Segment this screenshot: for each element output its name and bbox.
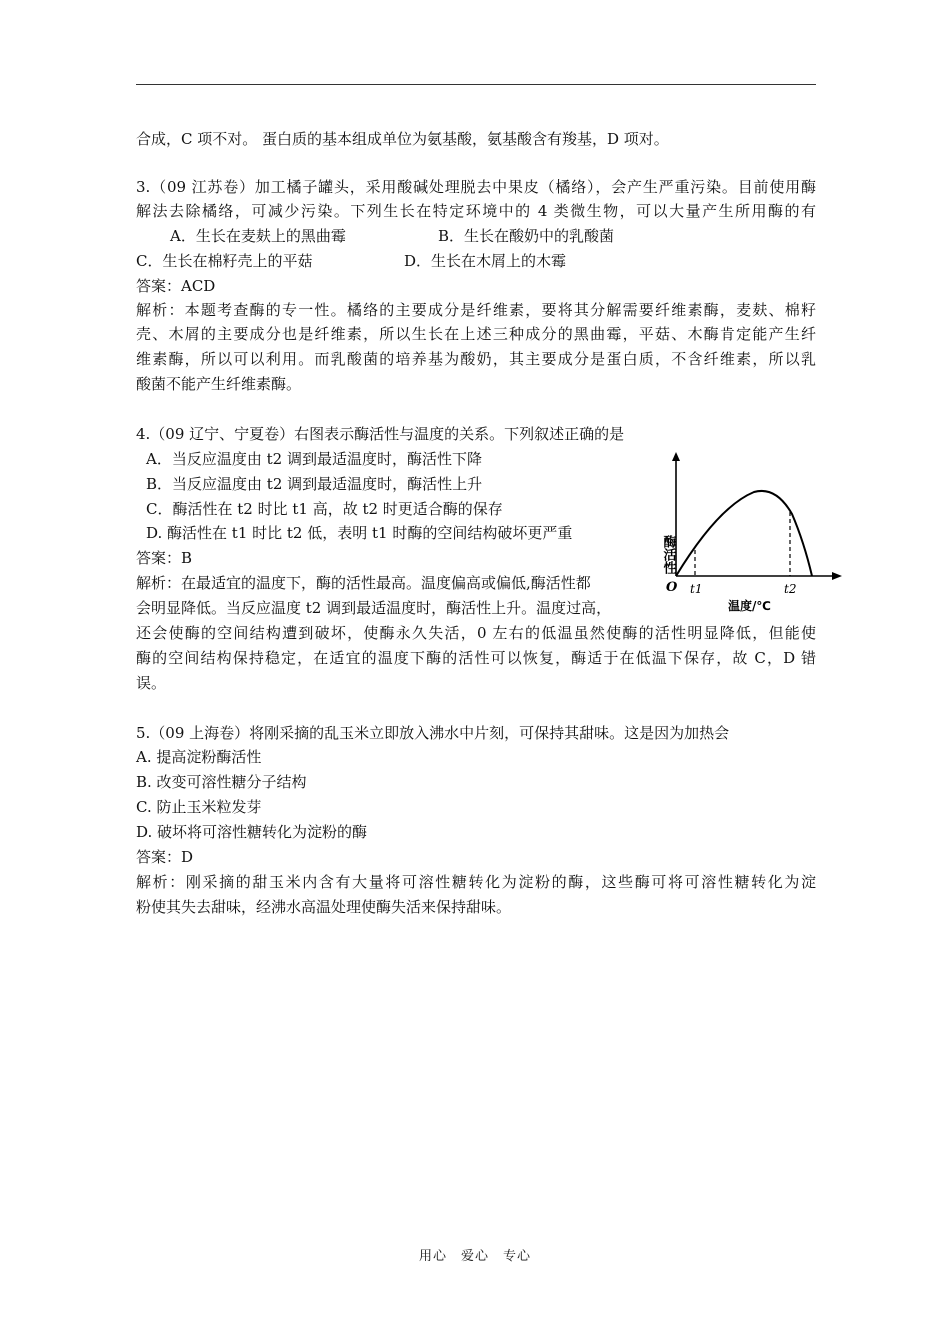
y-axis-label: 酶活性 [660,535,676,574]
q3-analysis-line1: 解析：本题考查酶的专一性。橘络的主要成分是纤维素，要将其分解需要纤维素酶，麦麸、棉籽 [136,301,816,319]
q5-answer: 答案：D [136,848,194,866]
enzyme-activity-figure [654,452,844,612]
q4-option-d: D. 酶活性在 t1 时比 t2 低，表明 t1 时酶的空间结构破坏更严重 [146,524,573,542]
q5-analysis-line1: 解析：刚采摘的甜玉米内含有大量将可溶性糖转化为淀粉的酶，这些酶可将可溶性糖转化为淀 [136,873,816,891]
x-axis-arrow [832,572,842,580]
q3-analysis-line4: 酸菌不能产生纤维素酶。 [136,375,302,393]
y-axis-arrow [672,452,680,461]
q4-analysis-line3: 还会使酶的空间结构遭到破坏，使酶永久失活，0 左右的低温虽然使酶的活性明显降低，但能使 [136,624,816,642]
q3-stem-line1: 3.（09 江苏卷）加工橘子罐头，采用酸碱处理脱去中果皮（橘络），会产生严重污染。目前使用酶 [136,178,816,196]
q5-analysis-line2: 粉使其失去甜味，经沸水高温处理使酶失活来保持甜味。 [136,898,512,916]
q4-analysis-line1: 解析：在最适宜的温度下，酶的活性最高。温度偏高或偏低,酶活性都 [136,574,591,592]
page-footer: 用心 爱心 专心 [418,1249,531,1264]
t1-label: t1 [690,582,703,596]
x-axis-label: 温度/℃ [728,599,771,612]
q3-option-a: A．生长在麦麸上的黑曲霉 [170,227,346,245]
q5-option-d: D. 破坏将可溶性糖转化为淀粉的酶 [136,823,368,841]
q4-analysis-line2: 会明显降低。当反应温度 t2 调到最适温度时，酶活性上升。温度过高， [136,599,612,617]
q3-option-d: D．生长在木屑上的木霉 [404,252,567,270]
q4-option-a: A．当反应温度由 t2 调到最适温度时，酶活性下降 [146,450,482,468]
q4-option-c: C．酶活性在 t2 时比 t1 高，故 t2 时更适合酶的保存 [146,500,503,518]
header-rule [136,84,816,85]
q5-option-a: A. 提高淀粉酶活性 [136,748,262,766]
q5-option-c: C. 防止玉米粒发芽 [136,798,262,816]
activity-curve [676,491,812,576]
q5-stem: 5.（09 上海卷）将刚采摘的乱玉米立即放入沸水中片刻，可保持其甜味。这是因为加热会 [136,724,730,742]
q4-stem: 4.（09 辽宁、宁夏卷）右图表示酶活性与温度的关系。下列叙述正确的是 [136,425,625,443]
q4-analysis-line4: 酶的空间结构保持稳定，在适宜的温度下酶的活性可以恢复，酶适于在低温下保存，故 C，D 错 [136,649,816,667]
enzyme-activity-graph [654,452,844,612]
q3-answer: 答案：ACD [136,277,216,295]
q5-option-b: B. 改变可溶性糖分子结构 [136,773,307,791]
q3-option-c: C．生长在棉籽壳上的平菇 [136,252,313,270]
q4-answer: 答案：B [136,549,193,567]
q3-analysis-line2: 壳、木屑的主要成分也是纤维素，所以生长在上述三种成分的黑曲霉，平菇、木酶肯定能产生纤 [136,325,816,343]
q3-stem-line2: 解法去除橘络，可减少污染。下列生长在特定环境中的 4 类微生物，可以大量产生所用酶的有 [136,202,816,220]
t2-label: t2 [784,582,797,596]
q4-option-b: B．当反应温度由 t2 调到最适温度时，酶活性上升 [146,475,483,493]
q4-analysis-line5: 误。 [136,674,167,692]
q3-analysis-line3: 维素酶，所以可以利用。而乳酸菌的培养基为酸奶，其主要成分是蛋白质，不含纤维素，所以乳 [136,350,816,368]
origin-label: O [666,580,678,595]
continuation-text: 合成，C 项不对。 蛋白质的基本组成单位为氨基酸，氨基酸含有羧基，D 项对。 [136,130,669,148]
q3-option-b: B．生长在酸奶中的乳酸菌 [438,227,615,245]
